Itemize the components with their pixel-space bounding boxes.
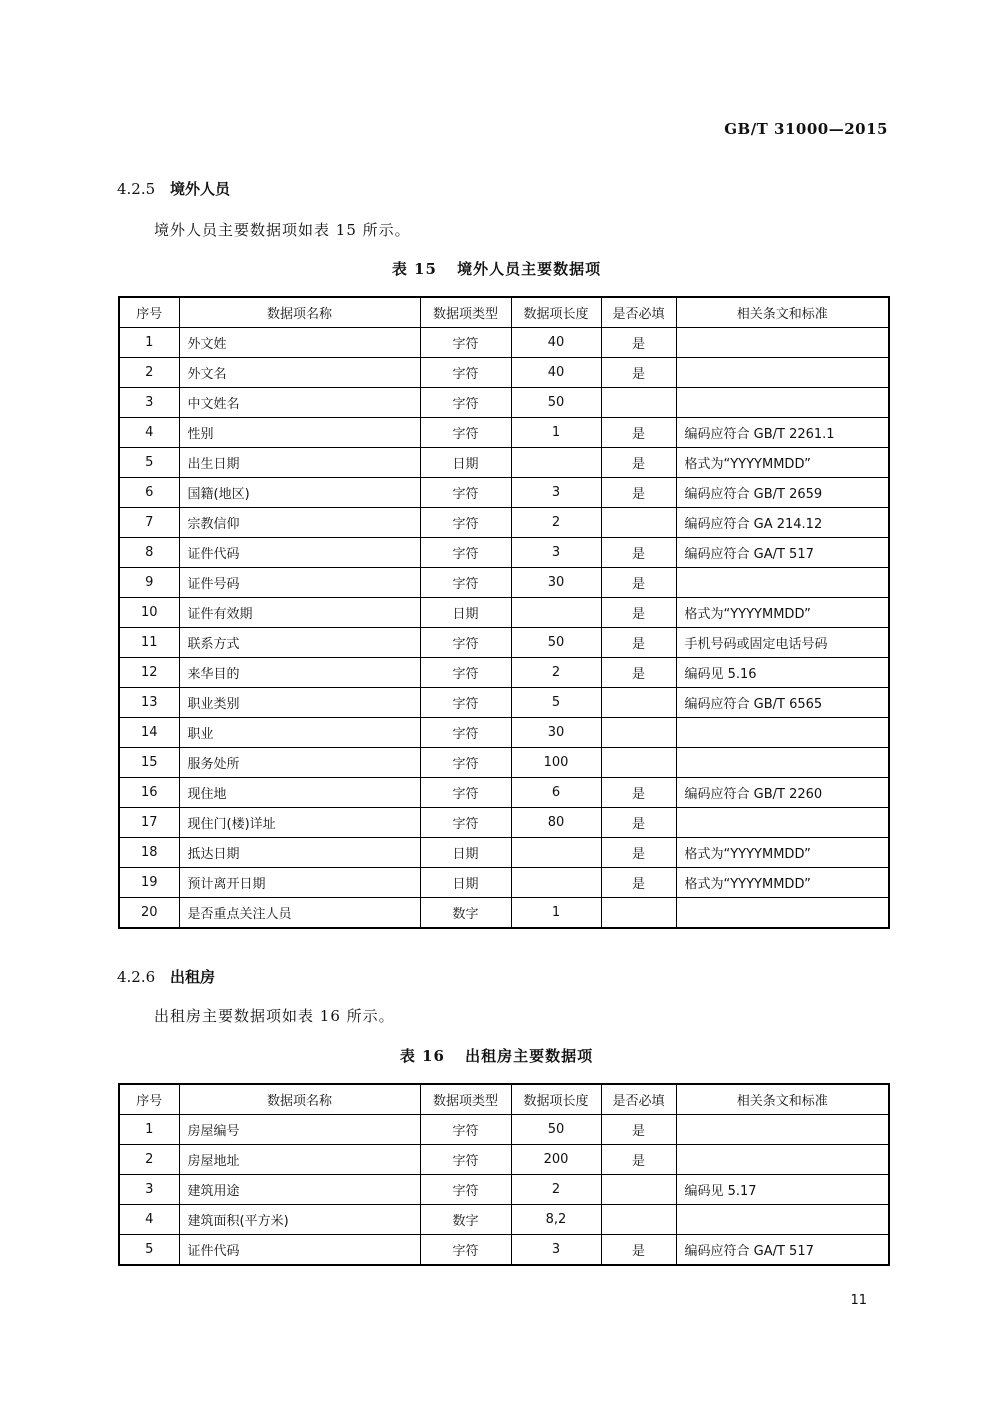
cell-reference-standard: 编码应符合 GB/T 2659 (676, 478, 889, 508)
cell-reference-standard: 格式为“YYYYMMDD” (676, 868, 889, 898)
column-header-data-type: 数据项类型 (420, 1084, 511, 1115)
cell-item-name: 宗教信仰 (179, 508, 420, 538)
cell-reference-standard (676, 1145, 889, 1175)
standard-number: GB/T 31000—2015 (724, 120, 888, 138)
cell-reference-standard: 编码应符合 GB/T 6565 (676, 688, 889, 718)
table-row (119, 358, 889, 388)
column-header-item-name: 数据项名称 (179, 1084, 420, 1115)
table-row (119, 1235, 889, 1266)
cell-data-type: 日期 (420, 448, 511, 478)
table-label: 表 16 (399, 1047, 445, 1065)
cell-reference-standard (676, 388, 889, 418)
cell-reference-standard: 格式为“YYYYMMDD” (676, 838, 889, 868)
cell-item-name: 建筑用途 (179, 1175, 420, 1205)
cell-data-length: 100 (511, 748, 601, 778)
cell-data-type: 字符 (420, 1145, 511, 1175)
cell-row-index: 2 (119, 1145, 179, 1175)
cell-required-flag: 是 (601, 598, 676, 628)
cell-reference-standard: 编码应符合 GB/T 2261.1 (676, 418, 889, 448)
cell-data-type: 日期 (420, 868, 511, 898)
cell-item-name: 房屋地址 (179, 1145, 420, 1175)
table-row (119, 448, 889, 478)
table-row (119, 1175, 889, 1205)
cell-data-length: 50 (511, 628, 601, 658)
cell-data-length: 8,2 (511, 1205, 601, 1235)
section-number: 4.2.5 (117, 180, 156, 198)
cell-row-index: 10 (119, 598, 179, 628)
table-row (119, 838, 889, 868)
cell-data-type: 字符 (420, 688, 511, 718)
section-intro: 出租房主要数据项如表 16 所示。 (154, 1007, 395, 1025)
cell-item-name: 预计离开日期 (179, 868, 420, 898)
table-row (119, 808, 889, 838)
cell-required-flag: 是 (601, 1145, 676, 1175)
table-row (119, 688, 889, 718)
cell-item-name: 来华目的 (179, 658, 420, 688)
cell-data-type: 字符 (420, 778, 511, 808)
cell-item-name: 证件代码 (179, 1235, 420, 1266)
cell-item-name: 出生日期 (179, 448, 420, 478)
cell-reference-standard (676, 1115, 889, 1145)
table-row (119, 718, 889, 748)
cell-data-length: 50 (511, 1115, 601, 1145)
cell-reference-standard (676, 898, 889, 929)
cell-row-index: 15 (119, 748, 179, 778)
cell-reference-standard (676, 358, 889, 388)
table-row (119, 568, 889, 598)
cell-data-length: 3 (511, 538, 601, 568)
cell-data-type: 字符 (420, 748, 511, 778)
table-row (119, 1145, 889, 1175)
cell-data-type: 字符 (420, 508, 511, 538)
cell-required-flag: 是 (601, 448, 676, 478)
cell-required-flag: 是 (601, 328, 676, 358)
table-row (119, 778, 889, 808)
cell-data-type: 字符 (420, 808, 511, 838)
cell-required-flag: 是 (601, 1115, 676, 1145)
cell-required-flag: 是 (601, 778, 676, 808)
cell-row-index: 19 (119, 868, 179, 898)
cell-reference-standard (676, 1205, 889, 1235)
table-caption (0, 1045, 993, 1066)
cell-reference-standard: 手机号码或固定电话号码 (676, 628, 889, 658)
cell-row-index: 5 (119, 448, 179, 478)
cell-data-type: 数字 (420, 1205, 511, 1235)
table-row (119, 418, 889, 448)
table-row (119, 1205, 889, 1235)
cell-required-flag: 是 (601, 808, 676, 838)
cell-data-type: 字符 (420, 1235, 511, 1266)
table-header-row (119, 1084, 889, 1115)
cell-data-length: 2 (511, 658, 601, 688)
cell-data-type: 日期 (420, 598, 511, 628)
cell-item-name: 服务处所 (179, 748, 420, 778)
cell-data-length (511, 838, 601, 868)
column-header-row-index: 序号 (119, 1084, 179, 1115)
cell-row-index: 18 (119, 838, 179, 868)
page-number: 11 (850, 1293, 867, 1308)
cell-item-name: 抵达日期 (179, 838, 420, 868)
cell-required-flag (601, 748, 676, 778)
cell-data-length: 1 (511, 418, 601, 448)
cell-row-index: 17 (119, 808, 179, 838)
cell-required-flag (601, 1175, 676, 1205)
cell-data-length: 3 (511, 1235, 601, 1266)
column-header-required-flag: 是否必填 (601, 297, 676, 328)
cell-data-length: 1 (511, 898, 601, 929)
cell-data-type: 日期 (420, 838, 511, 868)
cell-row-index: 2 (119, 358, 179, 388)
cell-row-index: 9 (119, 568, 179, 598)
cell-required-flag: 是 (601, 868, 676, 898)
cell-item-name: 外文姓 (179, 328, 420, 358)
cell-required-flag (601, 388, 676, 418)
cell-required-flag (601, 688, 676, 718)
cell-required-flag: 是 (601, 1235, 676, 1266)
cell-data-length: 5 (511, 688, 601, 718)
cell-data-length (511, 868, 601, 898)
cell-row-index: 3 (119, 1175, 179, 1205)
cell-reference-standard (676, 748, 889, 778)
table-row (119, 658, 889, 688)
cell-data-type: 字符 (420, 568, 511, 598)
cell-data-type: 字符 (420, 328, 511, 358)
cell-row-index: 1 (119, 328, 179, 358)
cell-item-name: 职业类别 (179, 688, 420, 718)
cell-row-index: 6 (119, 478, 179, 508)
cell-reference-standard: 格式为“YYYYMMDD” (676, 448, 889, 478)
column-header-data-length: 数据项长度 (511, 1084, 601, 1115)
table-header-row (119, 297, 889, 328)
column-header-data-length: 数据项长度 (511, 297, 601, 328)
cell-row-index: 11 (119, 628, 179, 658)
cell-item-name: 职业 (179, 718, 420, 748)
cell-reference-standard (676, 568, 889, 598)
cell-reference-standard: 编码应符合 GA/T 517 (676, 538, 889, 568)
cell-row-index: 5 (119, 1235, 179, 1266)
cell-data-length: 2 (511, 508, 601, 538)
data-table-15 (118, 296, 890, 929)
cell-data-type: 字符 (420, 418, 511, 448)
table-row (119, 538, 889, 568)
cell-data-type: 字符 (420, 538, 511, 568)
cell-data-length: 30 (511, 718, 601, 748)
column-header-row-index: 序号 (119, 297, 179, 328)
cell-data-length: 30 (511, 568, 601, 598)
table-row (119, 598, 889, 628)
cell-required-flag: 是 (601, 568, 676, 598)
section-intro: 境外人员主要数据项如表 15 所示。 (154, 221, 411, 239)
cell-item-name: 现住地 (179, 778, 420, 808)
cell-data-type: 数字 (420, 898, 511, 929)
table-label: 表 15 (391, 260, 437, 278)
table-row (119, 508, 889, 538)
table-row (119, 478, 889, 508)
cell-row-index: 7 (119, 508, 179, 538)
cell-row-index: 16 (119, 778, 179, 808)
cell-item-name: 联系方式 (179, 628, 420, 658)
cell-required-flag (601, 718, 676, 748)
cell-item-name: 中文姓名 (179, 388, 420, 418)
cell-item-name: 房屋编号 (179, 1115, 420, 1145)
cell-required-flag: 是 (601, 628, 676, 658)
cell-item-name: 是否重点关注人员 (179, 898, 420, 929)
cell-row-index: 20 (119, 898, 179, 929)
cell-data-type: 字符 (420, 1115, 511, 1145)
cell-row-index: 1 (119, 1115, 179, 1145)
cell-reference-standard (676, 718, 889, 748)
cell-data-length: 80 (511, 808, 601, 838)
cell-required-flag (601, 508, 676, 538)
table-row (119, 388, 889, 418)
section-title: 出租房 (169, 968, 215, 986)
cell-row-index: 3 (119, 388, 179, 418)
cell-row-index: 4 (119, 1205, 179, 1235)
table-row (119, 1115, 889, 1145)
cell-data-length (511, 448, 601, 478)
cell-data-type: 字符 (420, 1175, 511, 1205)
cell-reference-standard: 格式为“YYYYMMDD” (676, 598, 889, 628)
cell-required-flag: 是 (601, 418, 676, 448)
table-caption (0, 258, 993, 279)
cell-required-flag: 是 (601, 658, 676, 688)
cell-data-type: 字符 (420, 718, 511, 748)
cell-data-type: 字符 (420, 388, 511, 418)
cell-data-type: 字符 (420, 628, 511, 658)
table-row (119, 748, 889, 778)
cell-reference-standard: 编码应符合 GB/T 2260 (676, 778, 889, 808)
cell-data-length: 200 (511, 1145, 601, 1175)
cell-item-name: 国籍(地区) (179, 478, 420, 508)
cell-required-flag: 是 (601, 538, 676, 568)
cell-data-length (511, 598, 601, 628)
cell-row-index: 4 (119, 418, 179, 448)
cell-reference-standard: 编码应符合 GA 214.12 (676, 508, 889, 538)
column-header-required-flag: 是否必填 (601, 1084, 676, 1115)
table-row (119, 898, 889, 929)
section-number: 4.2.6 (117, 968, 156, 986)
table-row (119, 868, 889, 898)
cell-data-type: 字符 (420, 658, 511, 688)
table-title: 境外人员主要数据项 (457, 260, 602, 278)
cell-row-index: 13 (119, 688, 179, 718)
cell-item-name: 外文名 (179, 358, 420, 388)
section-heading-4-2-5 (117, 178, 230, 199)
cell-reference-standard: 编码见 5.16 (676, 658, 889, 688)
cell-item-name: 建筑面积(平方米) (179, 1205, 420, 1235)
cell-required-flag (601, 1205, 676, 1235)
column-header-reference-standard: 相关条文和标准 (676, 297, 889, 328)
section-heading-4-2-6 (117, 966, 215, 987)
cell-data-length: 2 (511, 1175, 601, 1205)
cell-required-flag (601, 898, 676, 929)
table-row (119, 328, 889, 358)
cell-item-name: 证件号码 (179, 568, 420, 598)
section-title: 境外人员 (169, 180, 230, 198)
cell-reference-standard: 编码应符合 GA/T 517 (676, 1235, 889, 1266)
cell-item-name: 证件代码 (179, 538, 420, 568)
table-title: 出租房主要数据项 (465, 1047, 594, 1065)
cell-data-length: 6 (511, 778, 601, 808)
cell-item-name: 证件有效期 (179, 598, 420, 628)
cell-reference-standard (676, 328, 889, 358)
cell-reference-standard (676, 808, 889, 838)
column-header-reference-standard: 相关条文和标准 (676, 1084, 889, 1115)
cell-data-type: 字符 (420, 358, 511, 388)
cell-data-length: 3 (511, 478, 601, 508)
cell-data-length: 40 (511, 358, 601, 388)
cell-row-index: 8 (119, 538, 179, 568)
cell-data-length: 40 (511, 328, 601, 358)
cell-required-flag: 是 (601, 478, 676, 508)
cell-row-index: 14 (119, 718, 179, 748)
table-row (119, 628, 889, 658)
cell-required-flag: 是 (601, 358, 676, 388)
cell-row-index: 12 (119, 658, 179, 688)
cell-reference-standard: 编码见 5.17 (676, 1175, 889, 1205)
column-header-item-name: 数据项名称 (179, 297, 420, 328)
data-table-16 (118, 1083, 890, 1266)
column-header-data-type: 数据项类型 (420, 297, 511, 328)
cell-data-type: 字符 (420, 478, 511, 508)
cell-data-length: 50 (511, 388, 601, 418)
cell-required-flag: 是 (601, 838, 676, 868)
cell-item-name: 性别 (179, 418, 420, 448)
cell-item-name: 现住门(楼)详址 (179, 808, 420, 838)
